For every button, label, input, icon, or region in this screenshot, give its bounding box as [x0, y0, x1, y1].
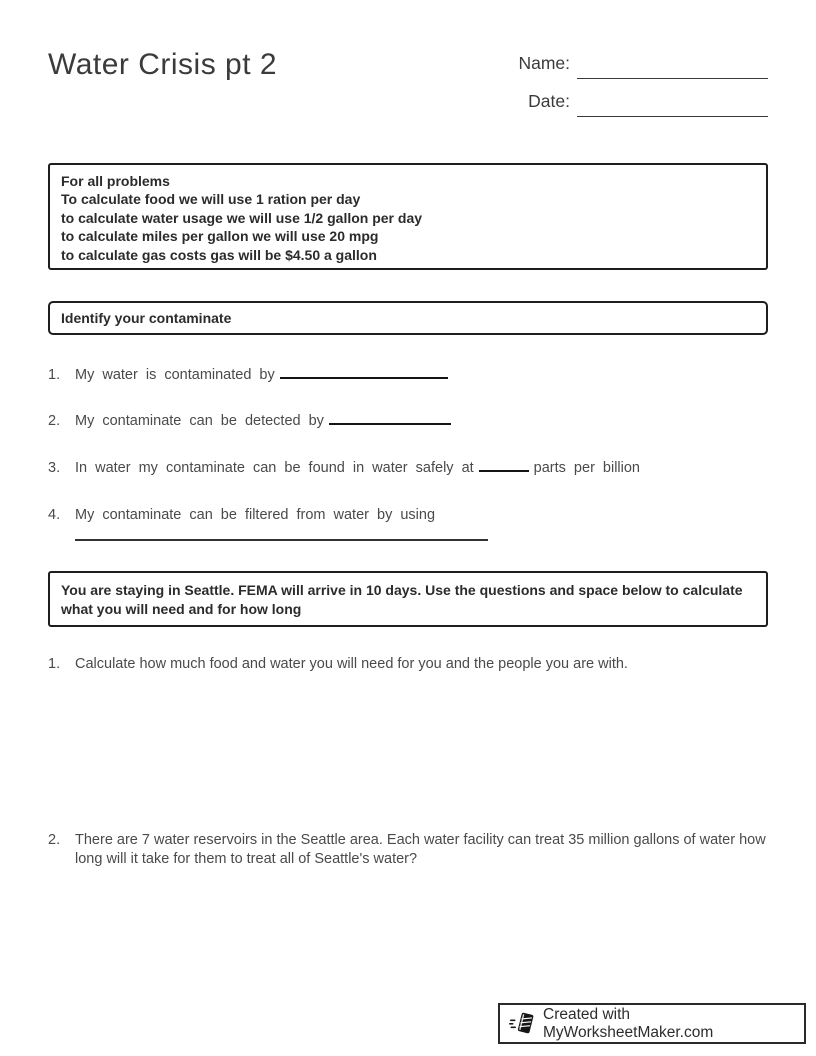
- question-text: In water my contaminate can be found in water safely at parts per billion: [75, 460, 640, 476]
- instructions-box: [48, 163, 768, 270]
- question-text: My contaminate can be filtered from water by using: [75, 507, 436, 523]
- question-number: 2.: [48, 413, 61, 429]
- question-text: Calculate how much food and water you will need for you and the people you are with.: [75, 656, 628, 672]
- question-text: There are 7 water reservoirs in the Seattle area. Each water facility can treat 35 million gallons of water how long will it take for them to treat all of Seattle's water?: [75, 832, 766, 867]
- scenario-box: [48, 571, 768, 627]
- instructions-line: to calculate gas costs gas will be $4.50 a gallon: [61, 246, 377, 263]
- answer-blank: [479, 460, 529, 472]
- footer-credit-text: Created with MyWorksheetMaker.com: [543, 1005, 714, 1041]
- section1-header: Identify your contaminate: [61, 309, 232, 326]
- question-number: 3.: [48, 460, 61, 476]
- question-number: 1.: [48, 656, 61, 672]
- question-4: [48, 507, 768, 523]
- question-number: 4.: [48, 507, 61, 523]
- section1-header-box: [48, 301, 768, 335]
- question-2: [48, 413, 768, 429]
- calc-question-1: [48, 656, 768, 672]
- answer-blank: [75, 524, 488, 541]
- name-answer-line: [577, 78, 768, 79]
- question-text: My contaminate can be detected by: [75, 413, 456, 429]
- worksheet-maker-logo-icon: [509, 1010, 536, 1037]
- date-answer-line: [577, 116, 768, 117]
- page-title: Water Crisis pt 2: [48, 48, 278, 81]
- instructions-line: to calculate miles per gallon we will use 20 mpg: [61, 228, 379, 245]
- answer-blank: [280, 367, 448, 379]
- question-text: My water is contaminated by: [75, 367, 453, 383]
- question-number: 2.: [48, 832, 61, 848]
- date-label: Date:: [528, 91, 570, 111]
- question-1: [48, 367, 768, 383]
- question-number: 1.: [48, 367, 61, 383]
- question-3: [48, 460, 768, 476]
- footer-credit[interactable]: [498, 1003, 806, 1044]
- name-label: Name:: [518, 53, 570, 73]
- calc-question-2: [48, 831, 768, 868]
- instructions-line: For all problems: [61, 173, 170, 189]
- instructions-line: To calculate food we will use 1 ration per day: [61, 191, 361, 208]
- instructions-line: to calculate water usage we will use 1/2 gallon per day: [61, 209, 423, 226]
- scenario-text: You are staying in Seattle. FEMA will arrive in 10 days. Use the questions and space below to calculate what you will need and for how long: [61, 582, 743, 617]
- answer-blank: [329, 413, 451, 425]
